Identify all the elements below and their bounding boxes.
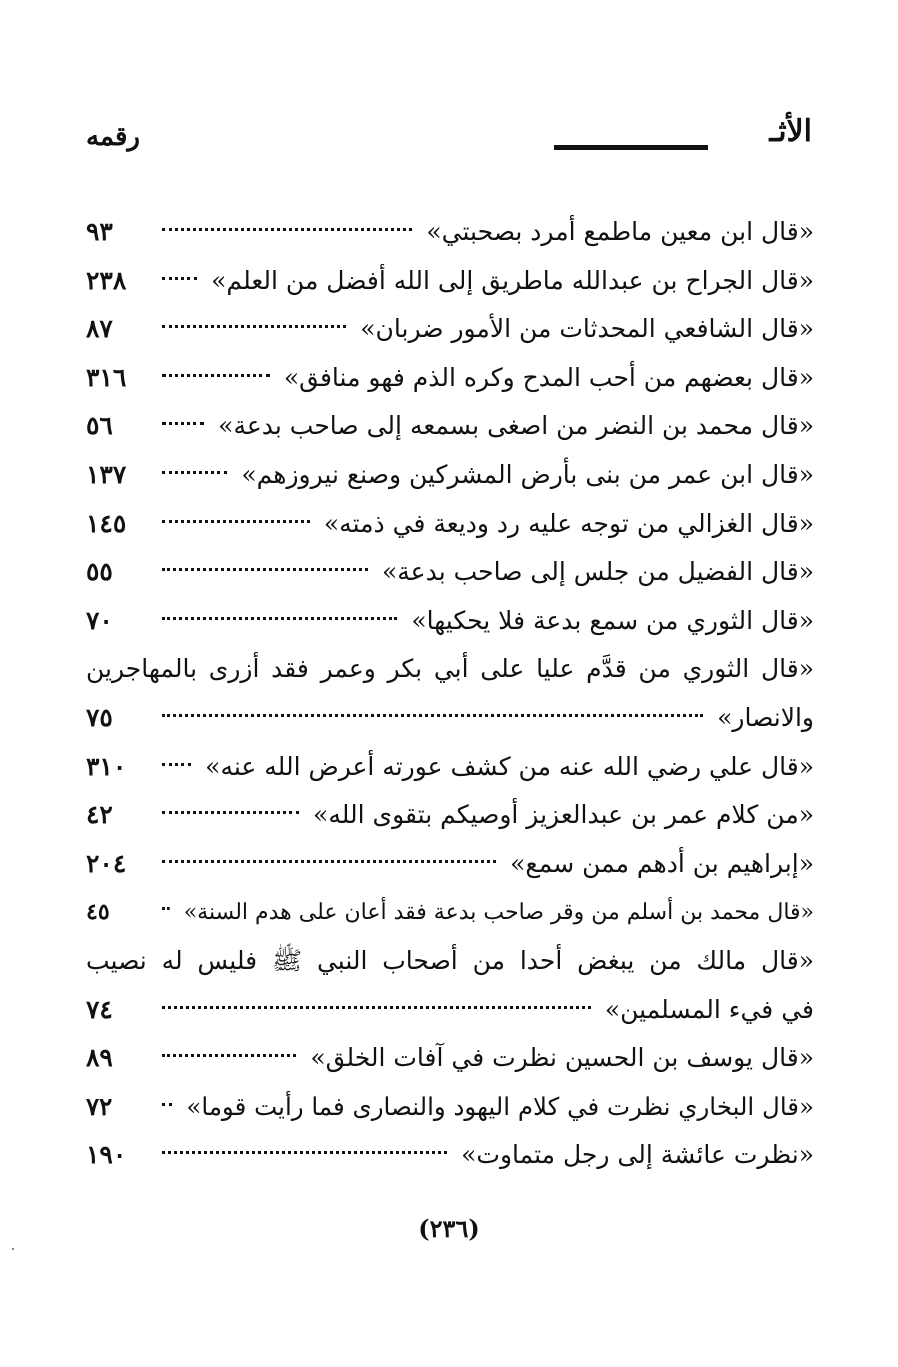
entry-text: «قال الشافعي المحدثات من الأمور ضربان» <box>360 314 814 344</box>
dot-leader <box>162 907 170 910</box>
athar-index-list <box>86 208 814 1180</box>
entry-page-number: ٧٠ <box>86 605 113 635</box>
dot-leader <box>162 763 191 766</box>
entry-page-number: ٧٢ <box>86 1091 113 1121</box>
entry-text-line1: «قال الثوري من قدَّم عليا على أبي بكر وعمر فقد أزرى بالمهاجرين <box>86 654 814 684</box>
entry-page-number: ١٩٠ <box>86 1140 127 1170</box>
entry-page-number: ٣١٦ <box>86 362 127 392</box>
dot-leader <box>162 811 299 814</box>
dot-leader <box>162 325 346 328</box>
index-entry <box>86 402 814 451</box>
entry-page-number: ٨٩ <box>86 1043 113 1073</box>
entry-page-number: ٧٤ <box>86 994 113 1024</box>
dot-leader <box>162 1054 296 1057</box>
index-entry <box>86 1034 814 1083</box>
entry-page-number: ١٣٧ <box>86 459 127 489</box>
page-number-footer: (٢٣٦) <box>418 1214 480 1243</box>
entry-text: «قال الغزالي من توجه عليه رد وديعة في ذمته» <box>323 508 814 538</box>
entry-text: والانصار» <box>717 702 814 732</box>
entry-page-number: ٩٣ <box>86 217 113 246</box>
index-entry <box>86 208 814 257</box>
entry-page-number: ٤٥ <box>86 899 110 926</box>
index-entry <box>86 597 814 646</box>
entry-page-number: ٥٥ <box>86 557 113 587</box>
index-entry <box>86 305 814 354</box>
entry-page-number: ٣١٠ <box>86 751 127 781</box>
index-entry <box>86 257 814 306</box>
entry-continuation <box>86 694 814 743</box>
heading-rule <box>554 145 708 150</box>
dot-leader <box>162 714 703 717</box>
dot-leader <box>162 860 496 863</box>
index-entry <box>86 1083 814 1132</box>
index-entry <box>86 354 814 403</box>
index-entry <box>86 500 814 549</box>
index-entry <box>86 548 814 597</box>
entry-page-number: ٢٣٨ <box>86 265 127 295</box>
entry-text: «قال يوسف بن الحسين نظرت في آفات الخلق» <box>310 1043 814 1073</box>
dot-leader <box>162 1151 447 1154</box>
index-entry <box>86 743 814 792</box>
entry-page-number: ٢٠٤ <box>86 848 127 878</box>
entry-text: «قال الثوري من سمع بدعة فلا يحكيها» <box>411 605 814 635</box>
page-header <box>86 112 812 162</box>
scan-speck <box>12 1248 14 1250</box>
entry-text: «قال ابن عمر من بنى بأرض المشركين وصنع نيروزهم» <box>241 459 814 489</box>
column-heading-athar: الأثـ <box>769 114 812 149</box>
dot-leader <box>162 1006 591 1009</box>
entry-page-number: ٨٧ <box>86 314 113 344</box>
entry-text: «من كلام عمر بن عبدالعزيز أوصيكم بتقوى الله» <box>313 800 814 830</box>
dot-leader <box>162 228 412 231</box>
dot-leader <box>162 520 310 523</box>
index-entry-multiline <box>86 645 814 742</box>
entry-page-number: ٧٥ <box>86 702 113 732</box>
column-heading-page-number: رقمه <box>86 122 140 152</box>
entry-text: «قال محمد بن أسلم من وقر صاحب بدعة فقد أعان على هدم السنة» <box>183 900 814 926</box>
entry-text: «قال البخاري نظرت في كلام اليهود والنصارى فما رأيت قوما» <box>186 1091 814 1121</box>
dot-leader <box>162 471 227 474</box>
entry-page-number: ٤٢ <box>86 800 113 830</box>
entry-text: «قال بعضهم من أحب المدح وكره الذم فهو منافق» <box>283 362 814 392</box>
index-entry <box>86 888 814 937</box>
entry-text-line1: «قال مالك من يبغض أحدا من أصحاب النبي ﷺ فليس له نصيب <box>86 945 814 975</box>
entry-continuation <box>86 986 814 1035</box>
entry-text: «قال ابن معين ماطمع أمرد بصحبتي» <box>426 217 814 246</box>
entry-text: «قال الجراح بن عبدالله ماطريق إلى الله أفضل من العلم» <box>211 265 814 295</box>
dot-leader <box>162 1103 172 1106</box>
index-entry-multiline <box>86 937 814 1034</box>
entry-page-number: ١٤٥ <box>86 508 127 538</box>
dot-leader <box>162 374 270 377</box>
entry-text: «قال الفضيل من جلس إلى صاحب بدعة» <box>381 557 814 587</box>
entry-text: «قال محمد بن النضر من اصغى بسمعه إلى صاحب بدعة» <box>218 411 814 441</box>
index-entry <box>86 791 814 840</box>
index-entry <box>86 451 814 500</box>
dot-leader <box>162 422 204 425</box>
entry-text: «إبراهيم بن أدهم ممن سمع» <box>510 848 814 878</box>
dot-leader <box>162 568 368 571</box>
index-entry <box>86 1131 814 1180</box>
dot-leader <box>162 277 197 280</box>
entry-text: «نظرت عائشة إلى رجل متماوت» <box>461 1140 814 1170</box>
index-entry <box>86 840 814 889</box>
dot-leader <box>162 617 397 620</box>
entry-text: «قال علي رضي الله عنه من كشف عورته أعرض الله عنه» <box>205 751 814 781</box>
entry-page-number: ٥٦ <box>86 411 113 441</box>
entry-text: في فيء المسلمين» <box>604 994 814 1024</box>
